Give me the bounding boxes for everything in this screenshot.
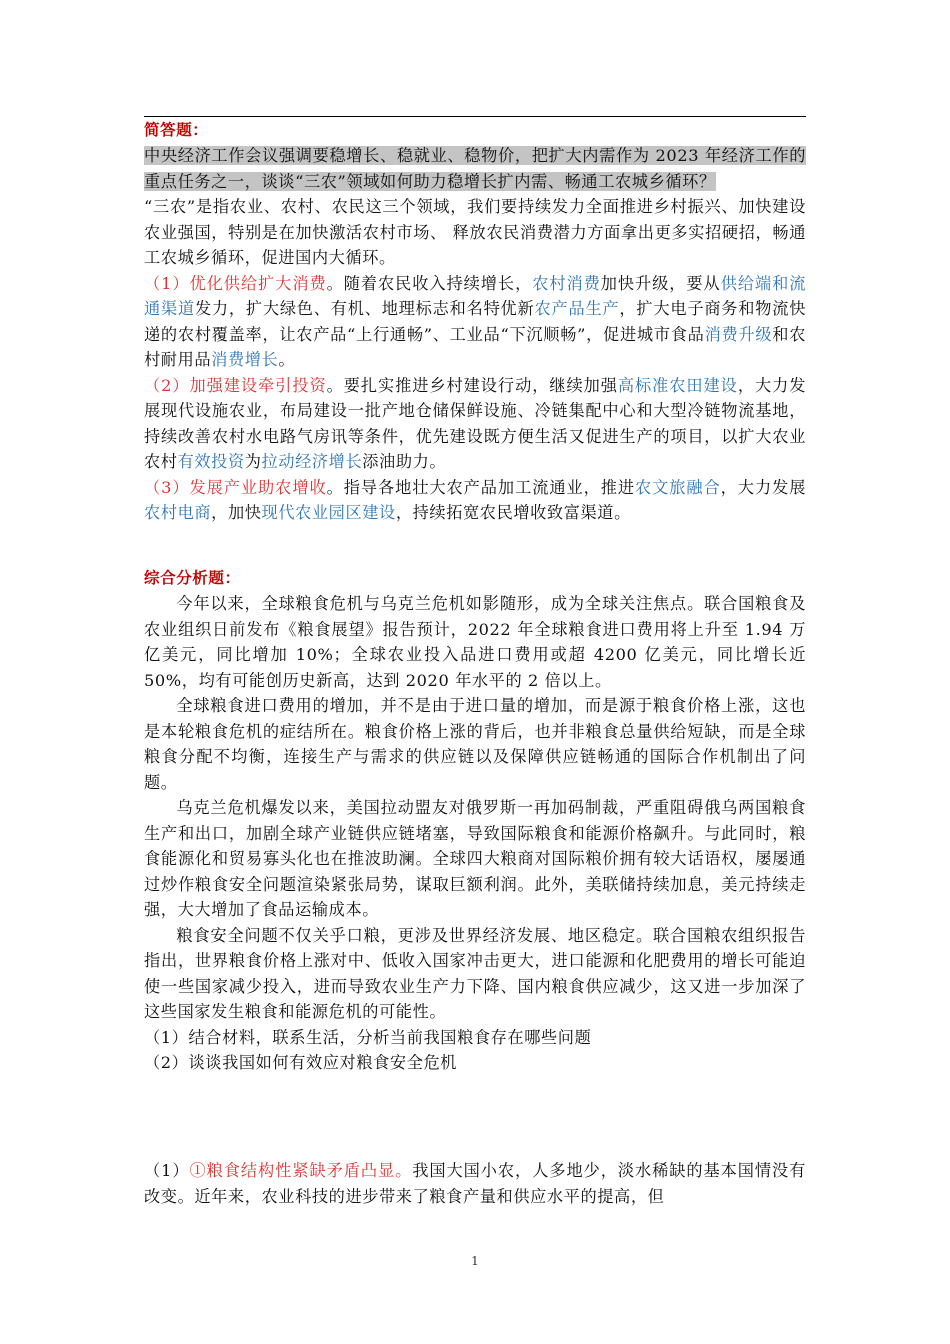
blue-text: 农村消费 [532,273,601,293]
answer-point-3 [144,475,806,526]
red-text: （3）发展产业助农增收 [144,477,327,497]
blue-text: 供给端和流通渠道 [144,273,807,318]
text: 。 [278,350,296,369]
text: 加快升级，要从 [600,273,721,293]
text: ，大力发展 [720,477,806,497]
blue-text: 农村电商 [144,503,212,522]
blue-text: 消费增长 [211,350,279,369]
page-number: 1 [471,1254,479,1268]
material-paragraph-4: 粮食安全问题不仅关乎口粮，更涉及世界经济发展、地区稳定。联合国粮农组织报告指出，世界粮食价格上涨对中、低收入国家冲击更大，进口能源和化肥费用的增长可能迫使一些国家减少投入，进而导致农业生产力下降、国内粮食供应减少，这又进一步加深了这些国家发生粮食和能源危机的可能性。 [144,925,806,1021]
sub-question-2: （2）谈谈我国如何有效应对粮食安全危机 [144,1053,458,1072]
section-heading-analysis: 综合分析题： [144,569,241,587]
blue-text: 现代农业园区建设 [261,503,396,522]
blue-text: 农产品生产 [534,299,620,318]
text: 。要扎实推进乡村建设行动，继续加强 [326,375,618,395]
blue-text: 拉动经济增长 [261,452,363,471]
text: 为 [244,452,262,471]
text: 。随着农民收入持续增长， [326,273,533,293]
blue-text: 消费升级 [704,324,773,344]
red-text: （2）加强建设牵引投资 [144,375,327,395]
text: 。指导各地壮大农产品加工流通业，推进 [326,477,635,497]
answer-point-1 [144,271,806,373]
question-text: 中央经济工作会议强调要稳增长、稳就业、稳物价，把扩大内需作为 2023 年经济工作的重点任务之一，谈谈“三农”领域如何助力稳增长扩内需、畅通工农城乡循环？ [144,146,806,191]
answer-point-2 [144,373,806,475]
material-paragraph-3: 乌克兰危机爆发以来，美国拉动盟友对俄罗斯一再加码制裁，严重阻碍俄乌两国粮食生产和出口，加剧全球产业链供应链堵塞，导致国际粮食和能源价格飙升。与此同时，粮食能源化和贸易寡头化也在推波助澜。全球四大粮商对国际粮价拥有较大话语权，屡屡通过炒作粮食安全问题渲染紧张局势，谋取巨额利润。此外，美联储持续加息，美元持续走强，大大增加了食品运输成本。 [144,798,806,919]
text: ，加快 [211,503,262,522]
intro-paragraph: “三农”是指农业、农村、农民这三个领域，我们要持续发力全面推进乡村振兴、加快建设农业强国，特别是在加快激活农村市场、 释放农民消费潜力方面拿出更多实招硬招，畅通工农城乡循环，促进国内大循环。 [144,197,806,267]
header-rule [144,116,806,117]
section-heading-short-answer: 简答题： [144,121,209,139]
blue-text: 有效投资 [177,452,245,471]
blue-text: 高标准农田建设 [617,375,738,395]
sub-question-1: （1）结合材料，联系生活，分析当前我国粮食存在哪些问题 [144,1027,592,1047]
blue-text: 农文旅融合 [635,477,721,497]
text: 添油助力。 [362,452,447,471]
text: 发力，扩大绿色、有机、地理标志和名特优新 [194,299,535,318]
material-paragraph-1: 今年以来，全球粮食危机与乌克兰危机如影随形，成为全球关注焦点。联合国粮食及农业组织日前发布《粮食展望》报告预计，2022 年全球粮食进口费用将上升至 1.94 万亿美元，同比增加 10%；全球农业投入品进口费用或超 4200 亿美元，同比增长近 50%，均有可能创历史新高，达到 2020 年水平的 2 倍以上。 [144,594,806,690]
text: ，持续拓宽农民增收致富渠道。 [395,503,631,522]
red-text: （1）优化供给扩大消费 [144,273,327,293]
text: 和农村耐用品 [144,324,806,369]
material-paragraph-2: 全球粮食进口费用的增加，并不是由于进口量的增加，而是源于粮食价格上涨，这也是本轮粮食危机的症结所在。粮食价格上涨的背后，也并非粮食总量供给短缺，而是全球粮食分配不均衡，连接生产与需求的供应链以及保障供应链畅通的国际合作机制出了问题。 [144,696,806,792]
answer-paragraph: （1）①粮食结构性紧缺矛盾凸显。我国大国小农，人多地少，淡水稀缺的基本国情没有改变。近年来，农业科技的进步带来了粮食产量和供应水平的提高，但 [144,1161,806,1206]
text: ，扩大电子商务和物流快递的农村覆盖率，让农产品“上行通畅”、工业品“下沉顺畅”，促进城市食品 [144,299,806,344]
text: ，大力发展现代设施农业，布局建设一批产地仓储保鲜设施、冷链集配中心和大型冷链物流基地，持续改善农村水电路气房讯等条件，优先建设既方便生活又促进生产的项目，以扩大农业农村 [144,375,807,471]
answer-highlight: ①粮食结构性紧缺矛盾凸显。 [189,1161,413,1180]
